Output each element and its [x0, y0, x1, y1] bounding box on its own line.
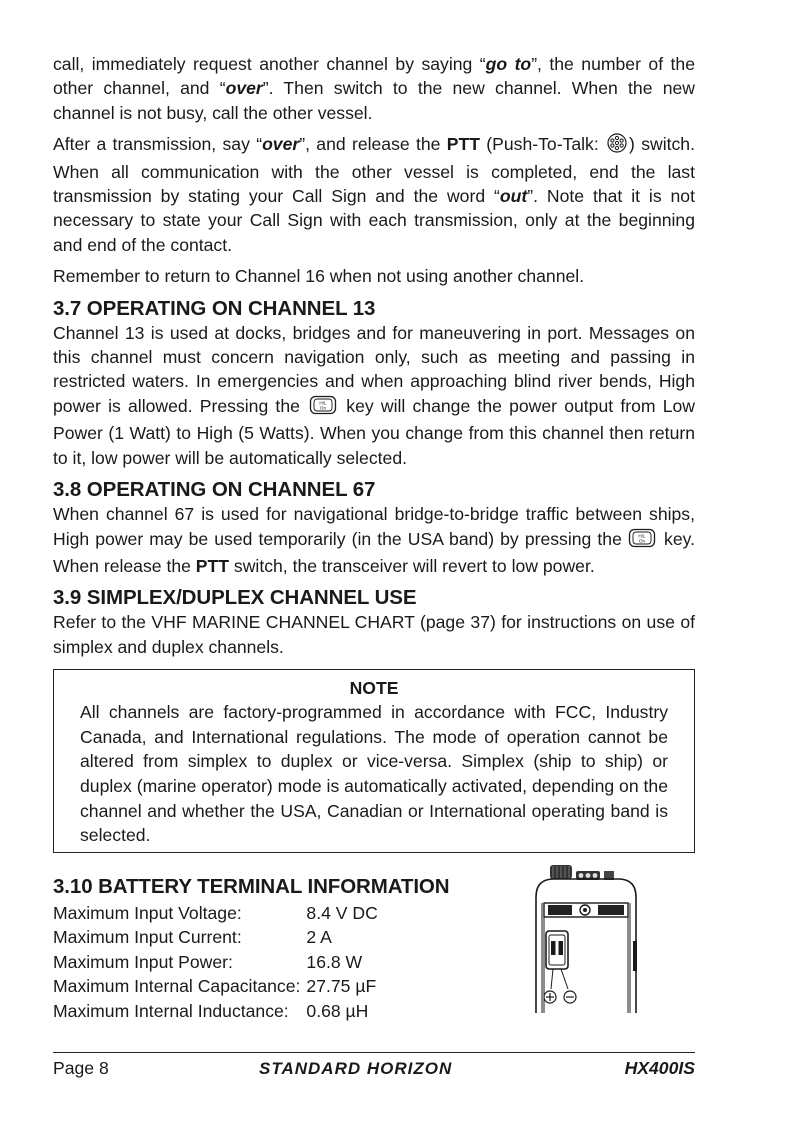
paragraph-after-transmission — [53, 132, 695, 257]
hl-key-label-bottom: On — [638, 538, 646, 543]
heading-3-7: 3.7 OPERATING ON CHANNEL 13 — [53, 296, 376, 320]
radio-battery-terminal-illustration — [528, 863, 646, 1018]
text: When channel 67 is used for navigational bridge-to-bridge traffic between ships, High power may be used temporarily (in the USA band) by pressing the — [53, 504, 695, 549]
spec-row — [53, 974, 378, 999]
spec-row — [53, 925, 378, 950]
note-box — [53, 669, 695, 853]
brand-logo: STANDARD HORIZON — [259, 1059, 453, 1078]
text: Channel 13 is used at docks, bridges and for maneuvering in port. Messages on this channel must concern navigation only, such as meeting and passing in restricted waters. In emergencies and when approaching blind river bends, High power is allowed. Pressing the — [53, 322, 695, 416]
spec-value: 2 A — [306, 927, 332, 948]
emphasis-go-to: go to — [485, 54, 532, 74]
model-name: HX400IS — [624, 1058, 695, 1078]
note-body: All channels are factory-programmed in accordance with FCC, Industry Canada, and International regulations. The mode of operation cannot be altered from simplex to duplex or vice-versa. Simplex (ship to ship) or duplex (marine operator) mode is automatically activated, depending on the channel and whether the USA, Canadian or International operating band is selected. — [80, 702, 668, 846]
paragraph-channel-13 — [53, 321, 695, 470]
hl-key-label-top: H/L — [638, 533, 646, 538]
text: ”. Then switch to the new channel. When the new channel is not busy, call the other vessel. — [53, 78, 695, 123]
text: switch, the transceiver will revert to low power. — [229, 555, 595, 576]
battery-spec-table — [53, 901, 378, 1024]
ptt-speaker-icon — [607, 133, 627, 159]
hl-key-icon — [309, 395, 337, 421]
hl-key-icon — [628, 528, 656, 554]
spec-value: 0.68 µH — [306, 1001, 369, 1022]
battery-terminal-section — [53, 875, 695, 1025]
text: key. When release the — [53, 528, 695, 576]
paragraph-channel-67 — [53, 502, 695, 578]
emphasis-ptt: PTT — [195, 555, 230, 576]
spec-label: Maximum Input Power: — [53, 951, 233, 972]
spec-label: Maximum Internal Inductance: — [53, 1001, 289, 1022]
text: ) switch. When all communication with the other vessel is completed, end the last transmission by stating your Call Sign and the word “ — [53, 134, 695, 207]
spec-row — [53, 999, 378, 1024]
spec-value: 27.75 µF — [306, 976, 377, 997]
page-number: Page 8 — [53, 1058, 109, 1078]
spec-value: 16.8 W — [306, 951, 363, 972]
paragraph-go-to — [53, 52, 695, 125]
paragraph-return-ch16: Remember to return to Channel 16 when not using another channel. — [53, 266, 585, 287]
emphasis-out: out — [499, 186, 528, 207]
hl-key-label-top: H/L — [319, 400, 327, 406]
text: ”, the number of the other channel, and “ — [53, 54, 695, 99]
emphasis-over: over — [225, 78, 263, 99]
text: key will change the power output from Low Power (1 Watt) to High (5 Watts). When you change from this channel then return to it, low power will be automatically selected. — [53, 395, 695, 468]
text: ”, and release the — [299, 134, 447, 155]
hl-key-label-bottom: On — [320, 405, 327, 411]
plus-terminal-icon — [544, 991, 556, 1003]
spec-label: Maximum Internal Capacitance: — [53, 976, 301, 997]
page-footer — [53, 1052, 695, 1083]
heading-3-10: 3.10 BATTERY TERMINAL INFORMATION — [53, 874, 450, 898]
manual-page — [53, 52, 695, 1025]
spec-label: Maximum Input Voltage: — [53, 902, 242, 923]
spec-row — [53, 901, 378, 926]
emphasis-over: over — [262, 134, 300, 155]
heading-3-8: 3.8 OPERATING ON CHANNEL 67 — [53, 478, 376, 502]
text: call, immediately request another channel by saying “ — [53, 54, 486, 74]
emphasis-ptt: PTT — [446, 134, 480, 155]
text: After a transmission, say “ — [53, 134, 263, 155]
spec-row — [53, 950, 378, 975]
spec-value: 8.4 V DC — [306, 902, 378, 923]
text: ”. Note that it is not necessary to state your Call Sign with each transmission, only at the beginning and end of the contact. — [53, 186, 695, 255]
note-title: NOTE — [349, 678, 399, 699]
heading-3-9: 3.9 SIMPLEX/DUPLEX CHANNEL USE — [53, 586, 417, 610]
text: (Push-To-Talk: — [479, 134, 606, 155]
paragraph-simplex-duplex: Refer to the VHF MARINE CHANNEL CHART (page 37) for instructions on use of simplex and duplex channels. — [53, 612, 695, 657]
spec-label: Maximum Input Current: — [53, 927, 242, 948]
minus-terminal-icon — [564, 991, 576, 1003]
